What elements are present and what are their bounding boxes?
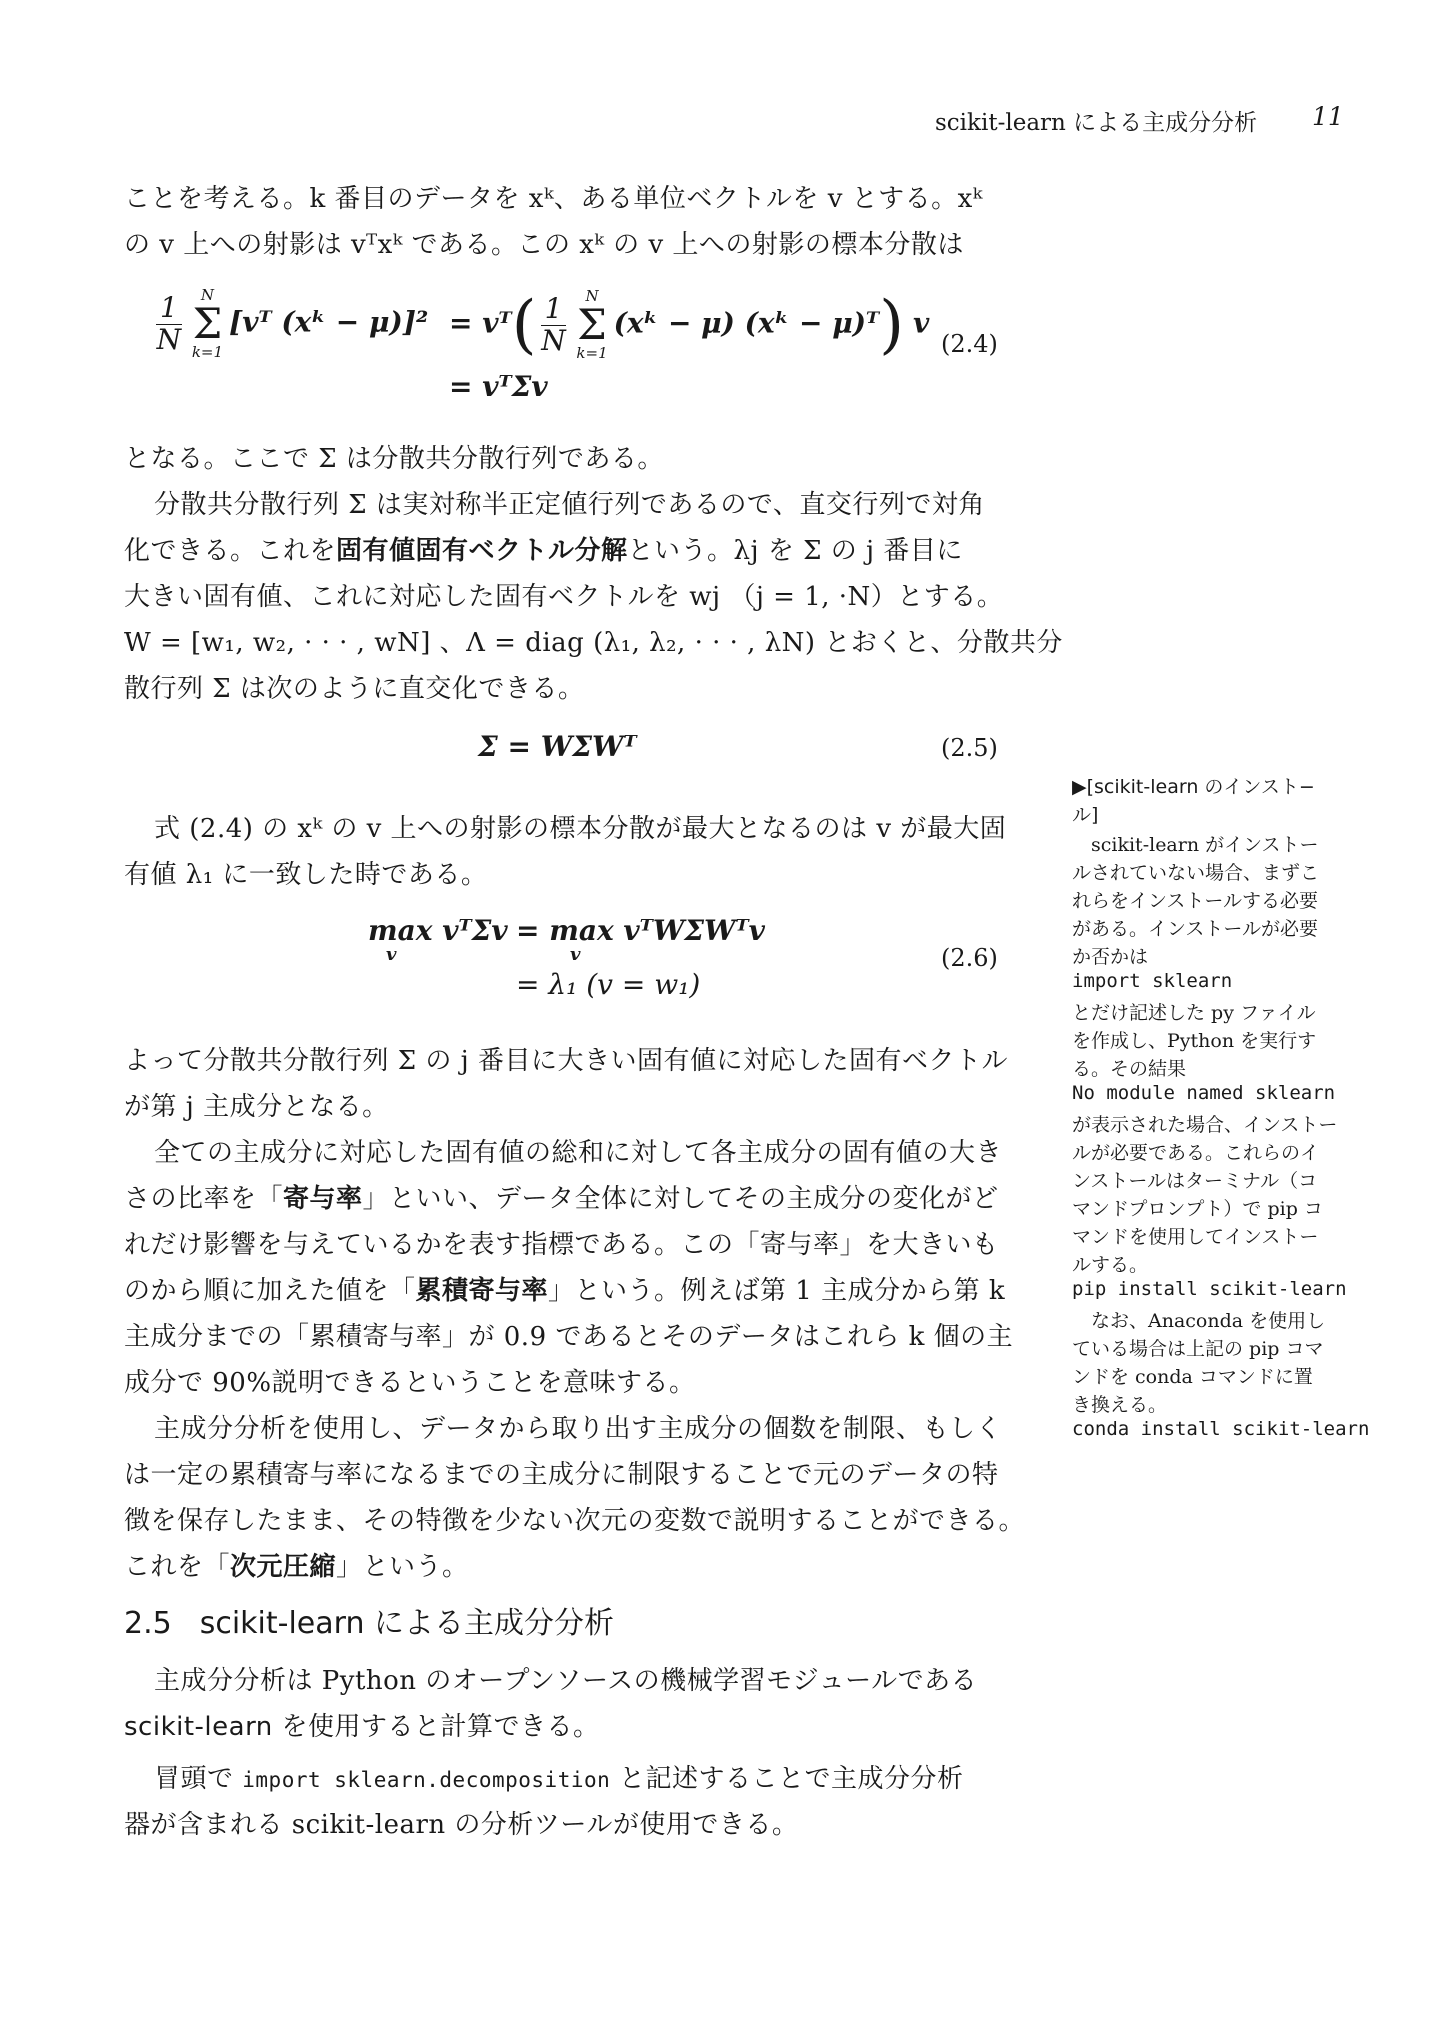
equation-lhs: max vᵀΣv xyxy=(368,914,508,947)
paragraph-line: 主成分分析を使用し、データから取り出す主成分の個数を制限、もしく xyxy=(154,1414,1003,1444)
sidenote-line: ンドを conda コマンドに置 xyxy=(1072,1366,1313,1388)
equation-2-4: $\frac{1}{N}$ N Σ k=1 [vᵀ (xᵏ − μ)]² = vᵀ( $\frac{1}{N}$ N Σ k=1 (xᵏ − μ) (xᵏ − μ)ᵀ) v = vᵀΣv (2.4) xyxy=(156,286,998,403)
paragraph-line: となる。ここで Σ は分散共分散行列である。 xyxy=(124,444,664,474)
paragraph-line: 化できる。これを固有値固有ベクトル分解という。λj を Σ の j 番目に xyxy=(124,536,963,566)
paragraph-line: 器が含まれる scikit-learn の分析ツールが使用できる。 xyxy=(124,1810,799,1840)
summation: N Σ k=1 xyxy=(576,287,608,362)
paragraph-line: が第 j 主成分となる。 xyxy=(124,1092,389,1122)
sidenote-line: ルする。 xyxy=(1072,1254,1149,1276)
rhs-body: (xᵏ − μ) (xᵏ − μ)ᵀ xyxy=(613,306,880,340)
sidenote-line: が表示された場合、インストー xyxy=(1072,1114,1338,1136)
sidenote-code: import sklearn xyxy=(1072,970,1233,992)
paragraph-line: 主成分までの「累積寄与率」が 0.9 であるとそのデータはこれら k 個の主 xyxy=(124,1322,1014,1352)
paragraph-line: これを「次元圧縮」という。 xyxy=(124,1552,469,1582)
sidenote-line: を作成し、Python を実行す xyxy=(1072,1030,1317,1052)
sidenote-title: ▶[scikit-learn のインスト− xyxy=(1072,776,1315,798)
paragraph-line: scikit-learn を使用すると計算できる。 xyxy=(124,1712,600,1742)
paragraph-line: 徴を保存したまま、その特徴を少ない次元の変数で説明することができる。 xyxy=(124,1506,1026,1536)
key-term: 寄与率 xyxy=(283,1184,363,1214)
paragraph-line: のから順に加えた値を「累積寄与率」という。例えば第 1 主成分から第 k xyxy=(124,1276,1006,1306)
equation-number: (2.6) xyxy=(941,944,998,972)
max-subscript: v xyxy=(386,944,397,965)
paragraph-line: 全ての主成分に対応した固有値の総和に対して各主成分の固有値の大き xyxy=(154,1138,1003,1168)
key-term: scikit-learn xyxy=(124,1712,273,1742)
section-heading xyxy=(124,1598,614,1642)
sidenote-line: か否かは xyxy=(1072,946,1149,968)
section-title: scikit-learn による主成分分析 xyxy=(199,1606,615,1641)
sidenote-line: マンドを使用してインストー xyxy=(1072,1226,1319,1248)
sidenote-line: ルが必要である。これらのイ xyxy=(1072,1142,1320,1164)
equation-rhs-second-line: = λ₁ (v = w₁) xyxy=(516,968,701,1001)
sidenote-line: ンストールはターミナル（コ xyxy=(1072,1170,1318,1192)
sidenote-line: れらをインストールする必要 xyxy=(1072,890,1319,912)
paragraph-line: 大きい固有値、これに対応した固有ベクトルを wj （j = 1, ·N）とする。 xyxy=(124,582,1004,612)
lhs-body: [vᵀ (xᵏ − μ)]² xyxy=(229,305,429,339)
paragraph-line: 分散共分散行列 Σ は実対称半正定値行列であるので、直交行列で対角 xyxy=(154,490,985,520)
paragraph-line: 主成分分析は Python のオープンソースの機械学習モジュールである xyxy=(154,1666,978,1696)
running-header-title: scikit-learn による主成分分析 xyxy=(935,110,1258,136)
sidenote-code: conda install scikit-learn xyxy=(1072,1418,1370,1440)
sidenote-line: とだけ記述した py ファイル xyxy=(1072,1002,1316,1024)
paragraph-line: 成分で 90%説明できるということを意味する。 xyxy=(124,1368,696,1398)
equation-2-5 xyxy=(124,730,998,770)
sidenote-code: pip install scikit-learn xyxy=(1072,1278,1347,1300)
sidenote-line: ている場合は上記の pip コマ xyxy=(1072,1338,1324,1360)
equation-rhs: = max vᵀWΣWᵀv xyxy=(516,914,765,947)
fraction: $\frac{1}{N}$ xyxy=(541,291,566,357)
fraction: $\frac{1}{N}$ xyxy=(156,290,182,356)
paragraph-line: さの比率を「寄与率」といい、データ全体に対してその主成分の変化がど xyxy=(124,1184,999,1214)
sidenote-line: マンドプロンプト）で pip コ xyxy=(1072,1198,1323,1220)
paragraph-line: の v 上への射影は vᵀxᵏ である。この xᵏ の v 上への射影の標本分散は xyxy=(124,230,964,260)
paragraph-line: 散行列 Σ は次のように直交化できる。 xyxy=(124,674,585,704)
key-term: 次元圧縮 xyxy=(230,1552,337,1582)
sidenote-title: ル] xyxy=(1072,804,1099,826)
sidenote-line: がある。インストールが必要 xyxy=(1072,918,1319,940)
rhs-second-line: = vᵀΣv xyxy=(449,370,548,403)
paragraph-line: 冒頭で import sklearn.decomposition と記述することで主成分分析 xyxy=(154,1764,964,1794)
paragraph-line: ことを考える。k 番目のデータを xᵏ、ある単位ベクトルを v とする。xᵏ xyxy=(124,184,983,214)
equation-body: Σ = WΣWᵀ xyxy=(478,730,637,763)
sidenote-line: なお、Anaconda を使用し xyxy=(1072,1310,1326,1332)
key-term: 固有値固有ベクトル分解 xyxy=(336,536,628,566)
max-subscript: v xyxy=(570,944,581,965)
paragraph-line: 式 (2.4) の xᵏ の v 上への射影の標本分散が最大となるのは v が最大固 xyxy=(154,814,1007,844)
summation: N Σ k=1 xyxy=(191,286,224,361)
rhs-prefix: = vᵀ xyxy=(449,306,512,340)
section-number: 2.5 xyxy=(124,1606,172,1641)
paragraph-line: よって分散共分散行列 Σ の j 番目に大きい固有値に対応した固有ベクトル xyxy=(124,1046,1009,1076)
paragraph-line: 有値 λ₁ に一致した時である。 xyxy=(124,860,488,890)
page-number: 11 xyxy=(1312,102,1344,131)
sidenote-line: き換える。 xyxy=(1072,1394,1168,1416)
sidenote-code: No module named sklearn xyxy=(1072,1082,1336,1104)
sidenote-line: scikit-learn がインストー xyxy=(1072,834,1319,856)
paragraph-line: は一定の累積寄与率になるまでの主成分に制限することで元のデータの特 xyxy=(124,1460,999,1490)
sidenote-line: る。その結果 xyxy=(1072,1058,1187,1080)
equation-number: (2.5) xyxy=(941,734,998,762)
sidenote-line: ルされていない場合、まずこ xyxy=(1072,862,1320,884)
equation-number: (2.4) xyxy=(941,330,998,358)
key-term: 累積寄与率 xyxy=(415,1276,549,1306)
paragraph-line: W = [w₁, w₂, · · · , wN] 、Λ = diag (λ₁, λ₂, · · · , λN) とおくと、分散共分 xyxy=(124,628,1063,658)
equation-2-6 xyxy=(124,910,998,1010)
inline-code: import sklearn.decomposition xyxy=(242,1768,611,1792)
rhs-suffix: v xyxy=(912,306,930,340)
paragraph-line: れだけ影響を与えているかを表す指標である。この「寄与率」を大きいも xyxy=(124,1230,999,1260)
